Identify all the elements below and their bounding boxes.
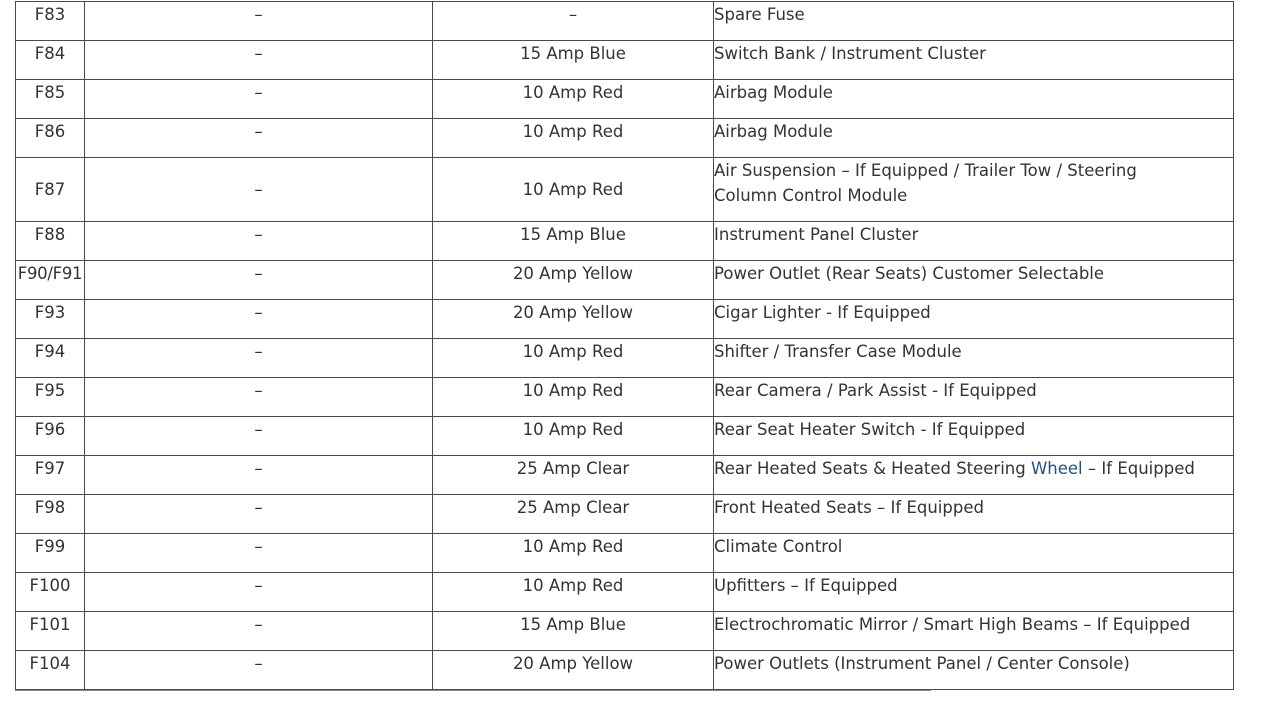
- description-cell: Spare Fuse: [714, 2, 1234, 41]
- bottom-divider: [15, 690, 931, 691]
- wheel-link[interactable]: Wheel: [1030, 459, 1083, 478]
- fuse-number-cell: F98: [16, 495, 85, 534]
- relay-cell: –: [85, 119, 433, 158]
- amp-rating-cell: 15 Amp Blue: [433, 612, 714, 651]
- fuse-number-cell: F86: [16, 119, 85, 158]
- fuse-number-cell: F83: [16, 2, 85, 41]
- description-cell: Electrochromatic Mirror / Smart High Beams – If Equipped: [714, 612, 1234, 651]
- description-cell: Power Outlet (Rear Seats) Customer Selectable: [714, 261, 1234, 300]
- table-row: [16, 612, 1234, 651]
- table-row: [16, 41, 1234, 80]
- table-row: [16, 417, 1234, 456]
- relay-cell: –: [85, 534, 433, 573]
- fuse-number-cell: F100: [16, 573, 85, 612]
- description-cell: Rear Camera / Park Assist - If Equipped: [714, 378, 1234, 417]
- amp-rating-cell: 10 Amp Red: [433, 573, 714, 612]
- fuse-number-cell: F99: [16, 534, 85, 573]
- fuse-number-cell: F95: [16, 378, 85, 417]
- description-cell: Climate Control: [714, 534, 1234, 573]
- description-cell: Airbag Module: [714, 119, 1234, 158]
- relay-cell: –: [85, 495, 433, 534]
- description-cell: Rear Seat Heater Switch - If Equipped: [714, 417, 1234, 456]
- amp-rating-cell: 10 Amp Red: [433, 158, 714, 222]
- description-cell: Power Outlets (Instrument Panel / Center Console): [714, 651, 1234, 690]
- table-row: [16, 222, 1234, 261]
- relay-cell: –: [85, 651, 433, 690]
- fuse-number-cell: F88: [16, 222, 85, 261]
- amp-rating-cell: 25 Amp Clear: [433, 456, 714, 495]
- relay-cell: –: [85, 378, 433, 417]
- amp-rating-cell: 20 Amp Yellow: [433, 300, 714, 339]
- table-row: [16, 158, 1234, 222]
- amp-rating-cell: 10 Amp Red: [433, 80, 714, 119]
- fuse-number-cell: F104: [16, 651, 85, 690]
- table-row: [16, 119, 1234, 158]
- fuse-number-cell: F94: [16, 339, 85, 378]
- description-cell: Instrument Panel Cluster: [714, 222, 1234, 261]
- description-cell: Shifter / Transfer Case Module: [714, 339, 1234, 378]
- relay-cell: –: [85, 80, 433, 119]
- amp-rating-cell: 10 Amp Red: [433, 417, 714, 456]
- description-text: Rear Heated Seats & Heated Steering: [714, 459, 1031, 478]
- relay-cell: –: [85, 612, 433, 651]
- fuse-number-cell: F101: [16, 612, 85, 651]
- table-row: [16, 573, 1234, 612]
- relay-cell: –: [85, 41, 433, 80]
- amp-rating-cell: 20 Amp Yellow: [433, 261, 714, 300]
- fuse-number-cell: F96: [16, 417, 85, 456]
- table-row: [16, 534, 1234, 573]
- fuse-number-cell: F93: [16, 300, 85, 339]
- table-row: [16, 651, 1234, 690]
- fuse-number-cell: F87: [16, 158, 85, 222]
- table-row: [16, 80, 1234, 119]
- relay-cell: –: [85, 573, 433, 612]
- fuse-table: [15, 1, 1234, 690]
- relay-cell: –: [85, 417, 433, 456]
- description-cell: [714, 456, 1234, 495]
- amp-rating-cell: –: [433, 2, 714, 41]
- relay-cell: –: [85, 222, 433, 261]
- description-cell: Airbag Module: [714, 80, 1234, 119]
- amp-rating-cell: 10 Amp Red: [433, 339, 714, 378]
- table-row: [16, 456, 1234, 495]
- description-cell: Upfitters – If Equipped: [714, 573, 1234, 612]
- table-row: [16, 339, 1234, 378]
- relay-cell: –: [85, 300, 433, 339]
- amp-rating-cell: 10 Amp Red: [433, 534, 714, 573]
- relay-cell: –: [85, 456, 433, 495]
- fuse-number-cell: F97: [16, 456, 85, 495]
- amp-rating-cell: 25 Amp Clear: [433, 495, 714, 534]
- fuse-number-cell: F84: [16, 41, 85, 80]
- relay-cell: –: [85, 2, 433, 41]
- table-row: [16, 2, 1234, 41]
- description-cell: Switch Bank / Instrument Cluster: [714, 41, 1234, 80]
- amp-rating-cell: 15 Amp Blue: [433, 41, 714, 80]
- description-text: – If Equipped: [1082, 459, 1195, 478]
- description-cell: Air Suspension – If Equipped / Trailer Tow / Steering Column Control Module: [714, 158, 1234, 222]
- relay-cell: –: [85, 339, 433, 378]
- amp-rating-cell: 20 Amp Yellow: [433, 651, 714, 690]
- description-cell: Cigar Lighter - If Equipped: [714, 300, 1234, 339]
- amp-rating-cell: 15 Amp Blue: [433, 222, 714, 261]
- fuse-number-cell: F85: [16, 80, 85, 119]
- relay-cell: –: [85, 261, 433, 300]
- table-row: [16, 261, 1234, 300]
- fuse-number-cell: F90/F91: [16, 261, 85, 300]
- relay-cell: –: [85, 158, 433, 222]
- description-cell: Front Heated Seats – If Equipped: [714, 495, 1234, 534]
- amp-rating-cell: 10 Amp Red: [433, 119, 714, 158]
- amp-rating-cell: 10 Amp Red: [433, 378, 714, 417]
- table-row: [16, 378, 1234, 417]
- table-row: [16, 495, 1234, 534]
- table-row: [16, 300, 1234, 339]
